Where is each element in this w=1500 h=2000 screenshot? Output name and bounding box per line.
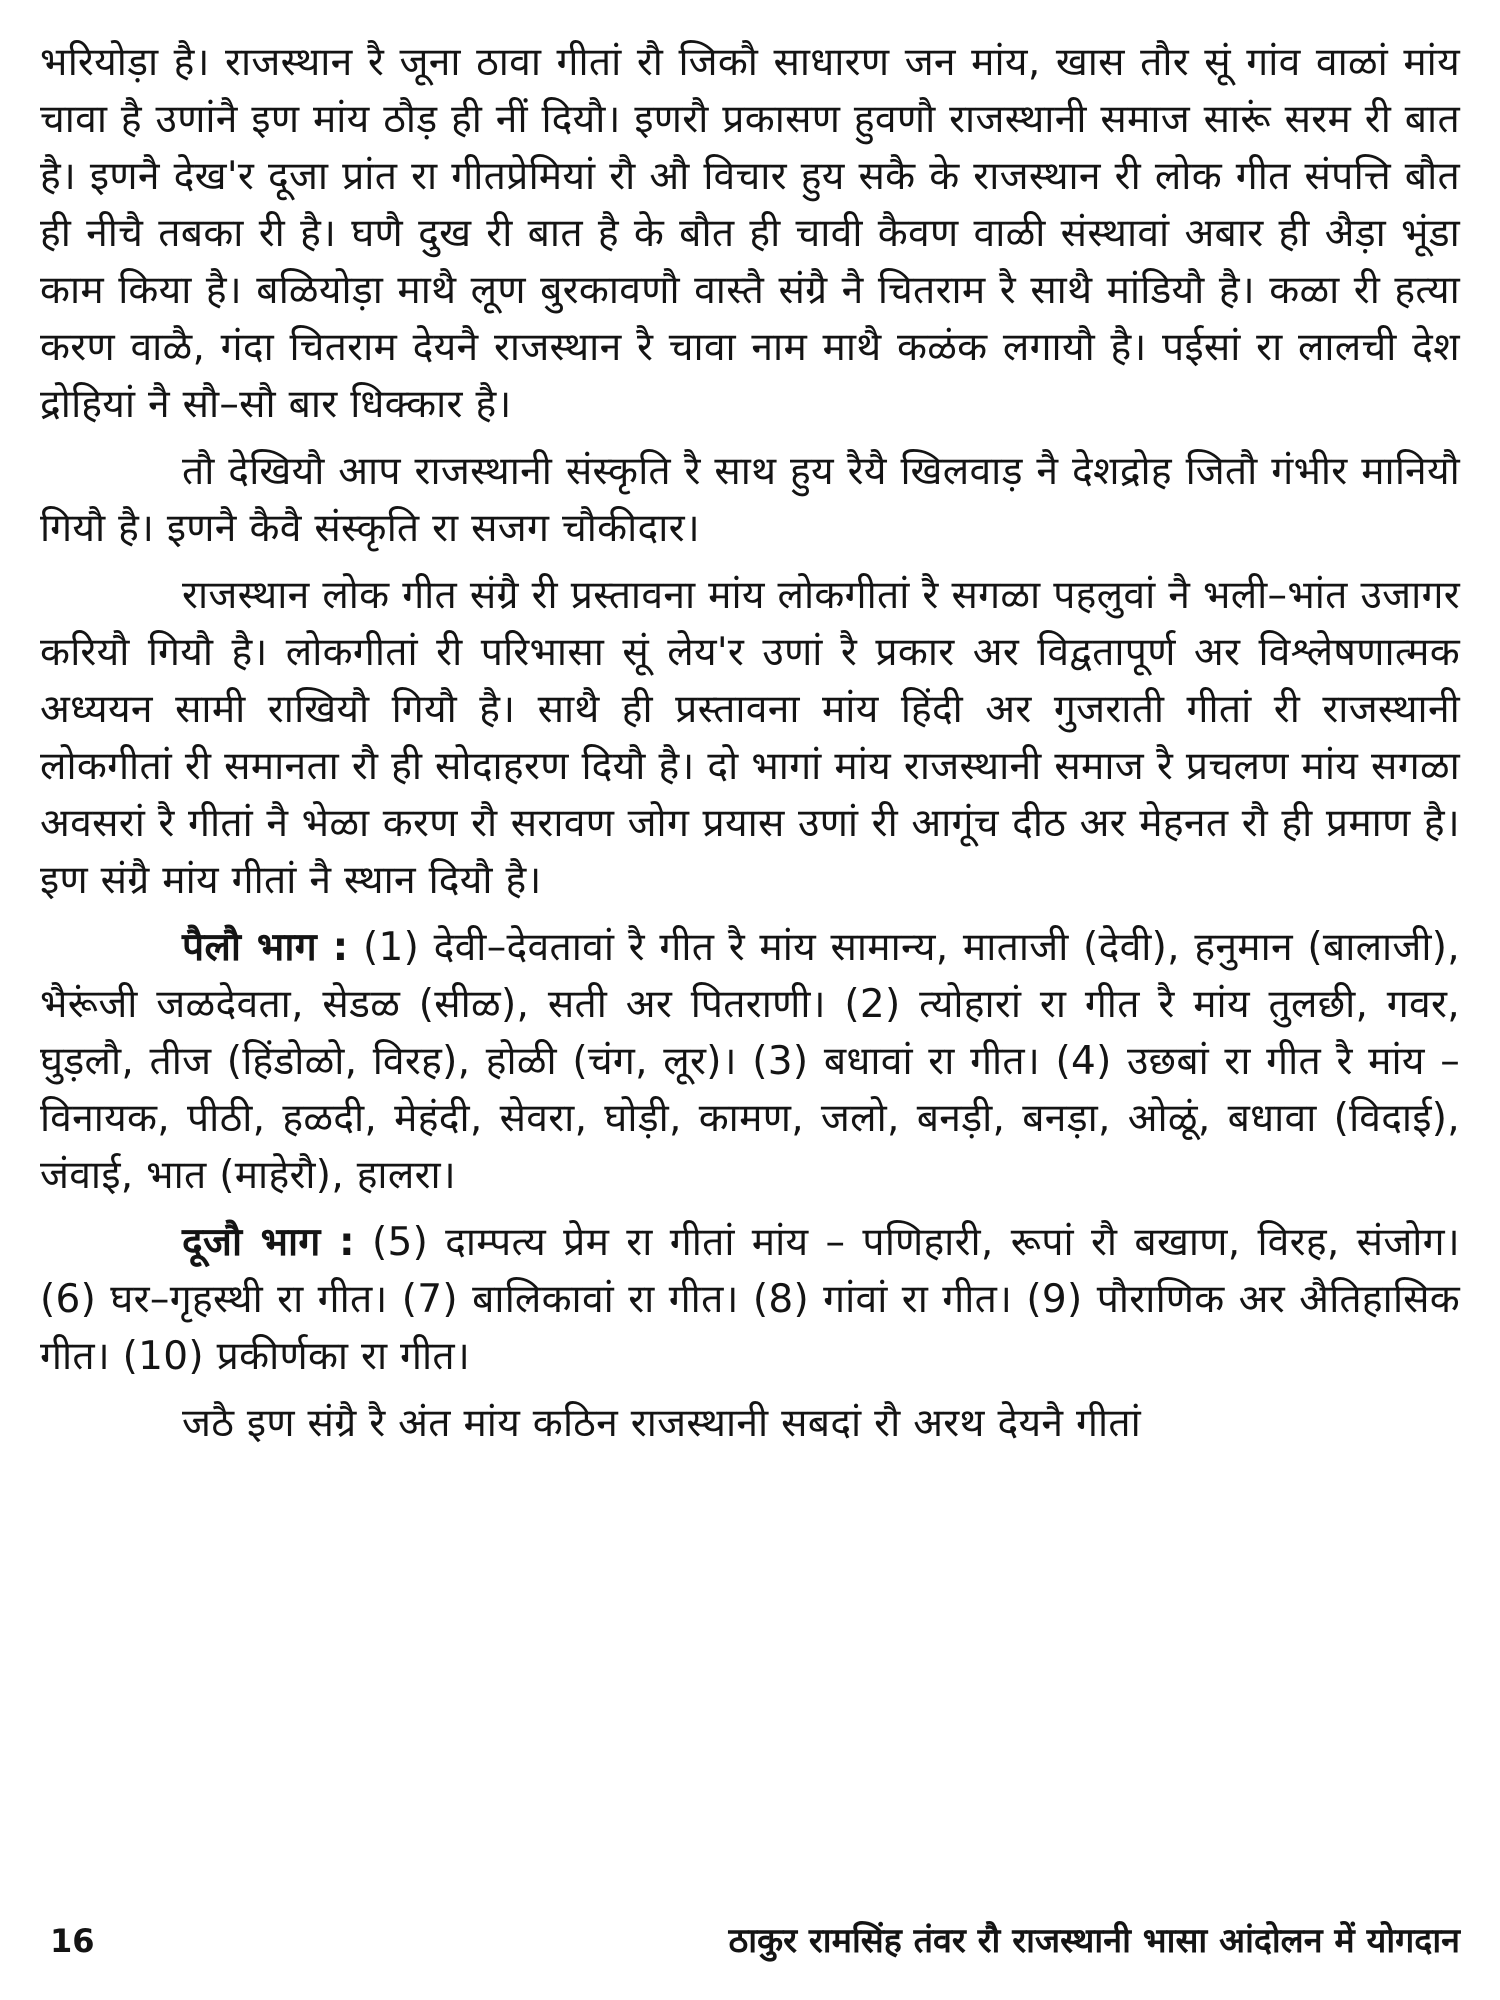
- paragraph-part-one: [40, 919, 1460, 1204]
- paragraph-culture: तौ देखियौ आप राजस्थानी संस्कृति रै साथ हुय रैयै खिलवाड़ नै देशद्रोह जितौ गंभीर मानियौ गियौ है। इणनै कैवै संस्कृति रा सजग चौकीदार।: [40, 449, 1460, 551]
- page-body: [40, 34, 1460, 1452]
- paragraph-part-two: [40, 1214, 1460, 1385]
- paragraph-preface: राजस्थान लोक गीत संग्रै री प्रस्तावना मांय लोकगीतां रै सगळा पहलुवां नै भली–भांत उजागर करियौ गियौ है। लोकगीतां री परिभासा सूं लेय'र उणां रै प्रकार अर विद्वतापूर्ण अर विश्लेषणात्मक अध्ययन सामी राखियौ गियौ है। साथै ही प्रस्तावना मांय हिंदी अर गुजराती गीतां री राजस्थानी लोकगीतां री समानता रौ ही सोदाहरण दियौ है। दो भागां मांय राजस्थानी समाज रै प्रचलण मांय सगळा अवसरां रै गीतां नै भेळा करण रौ सरावण जोग प्रयास उणां री आगूंच दीठ अर मेहनत रौ ही प्रमाण है। इण संग्रै मांय गीतां नै स्थान दियौ है।: [40, 573, 1460, 903]
- part-one-text: (1) देवी–देवतावां रै गीत रै मांय सामान्य, माताजी (देवी), हनुमान (बालाजी), भैरूंजी जळदेवता, सेडळ (सीळ), सती अर पितराणी। (2) त्योहारां रा गीत रै मांय तुलछी, गवर, घुड़लौ, तीज (हिंडोळो, विरह), होळी (चंग, लूर)। (3) बधावां रा गीत। (4) उछबां रा गीत रै मांय – विनायक, पीठी, हळदी, मेहंदी, सेवरा, घोड़ी, कामण, जलो, बनड़ी, बनड़ा, ओळूं, बधावा (विदाई), जंवाई, भात (माहेरौ), हालरा।: [40, 925, 1460, 1198]
- paragraph-last-line: जठै इण संग्रै रै अंत मांय कठिन राजस्थानी सबदां रौ अरथ देयनै गीतां: [182, 1401, 1142, 1446]
- part-two-text: (5) दाम्पत्य प्रेम रा गीतां मांय – पणिहारी, रूपां रौ बखाण, विरह, संजोग। (6) घर–गृहस्थी रा गीत। (7) बालिकावां रा गीत। (8) गांवां रा गीत। (9) पौराणिक अर अैतिहासिक गीत। (10) प्रकीर्णका रा गीत।: [40, 1220, 1461, 1379]
- part-one-heading: पैलौ भाग :: [182, 925, 349, 970]
- page-number: 16: [50, 1922, 95, 1960]
- page-footer: [50, 1916, 1460, 1966]
- running-title: ठाकुर रामसिंह तंवर रौ राजस्थानी भासा आंदोलन में योगदान: [728, 1921, 1460, 1961]
- paragraph-continuation: भरियोड़ा है। राजस्थान रै जूना ठावा गीतां रौ जिकौ साधारण जन मांय, खास तौर सूं गांव वाळां मांय चावा है उणांनै इण मांय ठौड़ ही नीं दियौ। इणरौ प्रकासण हुवणौ राजस्थानी समाज सारूं सरम री बात है। इणनै देख'र दूजा प्रांत रा गीतप्रेमियां रौ औ विचार हुय सकै के राजस्थान री लोक गीत संपत्ति बौत ही नीचै तबका री है। घणै दुख री बात है के बौत ही चावी कैवण वाळी संस्थावां अबार ही अैड़ा भूंडा काम किया है। बळियोड़ा माथै लूण बुरकावणौ वास्तै संग्रै नै चितराम रै साथै मांडियौ है। कळा री हत्या करण वाळै, गंदा चितराम देयनै राजस्थान रै चावा नाम माथै कळंक लगायौ है। पईसां रा लालची देश द्रोहियां नै सौ–सौ बार धिक्कार है।: [40, 40, 1460, 427]
- part-two-heading: दूजौ भाग :: [182, 1220, 355, 1265]
